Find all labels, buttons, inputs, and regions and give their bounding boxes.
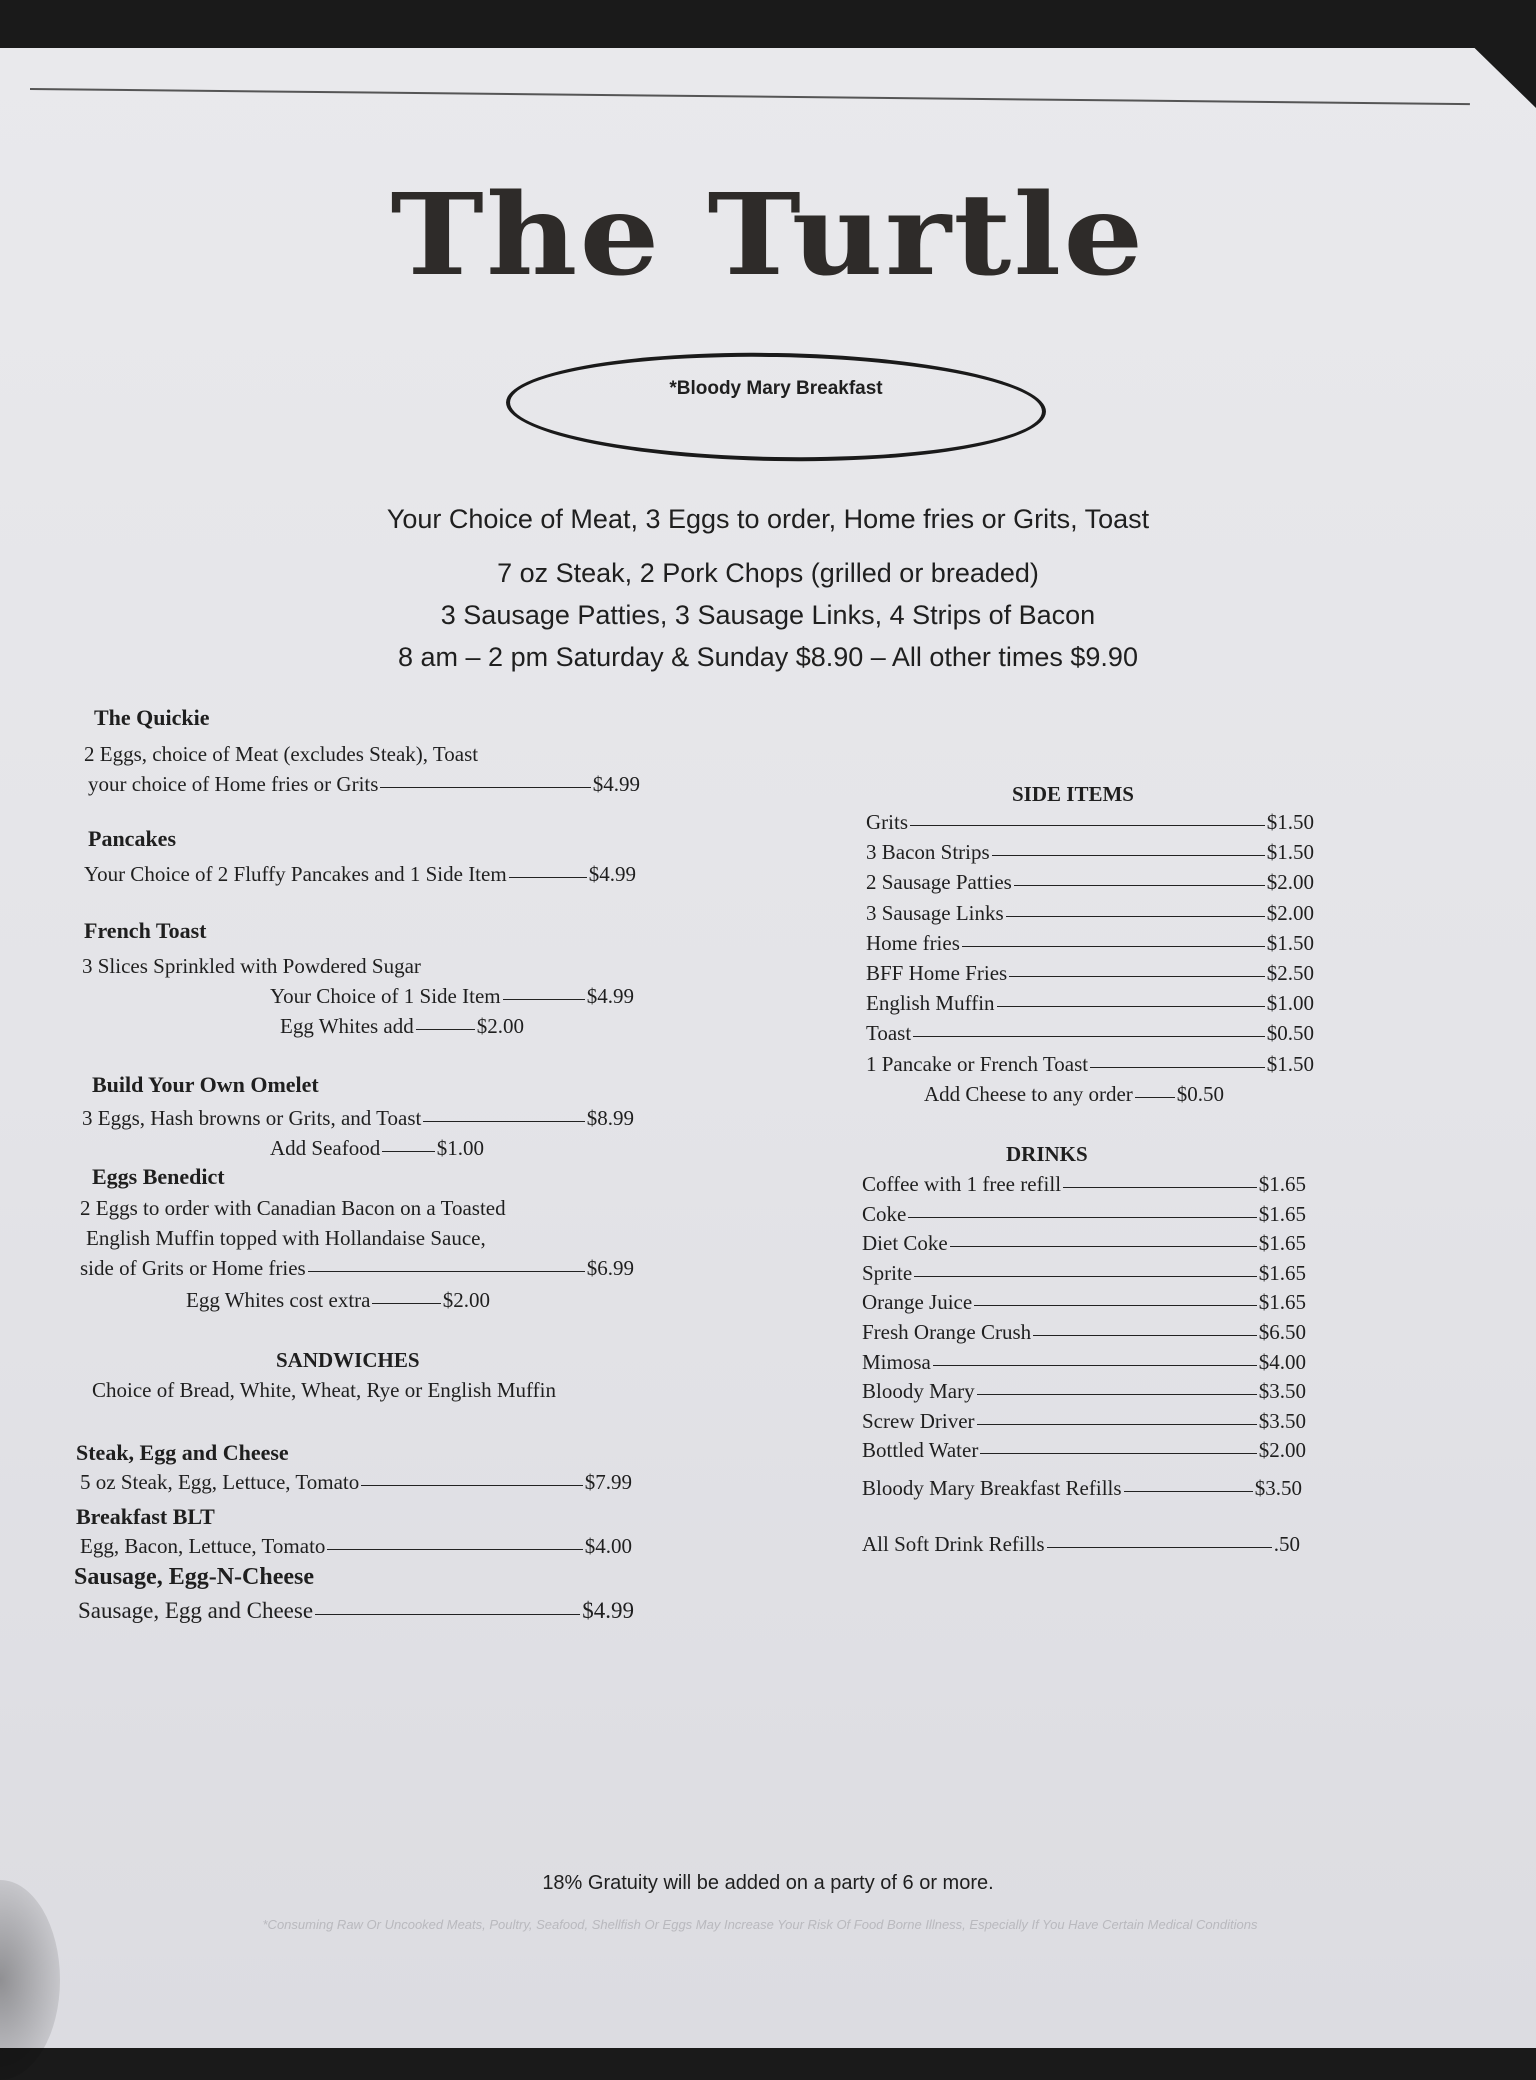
item-desc: Orange Juice <box>862 1290 973 1315</box>
item-desc: Bloody Mary <box>862 1379 975 1404</box>
intro-line: 8 am – 2 pm Saturday & Sunday $8.90 – All other times $9.90 <box>398 642 1138 672</box>
leader-line <box>1014 884 1265 886</box>
leader-line <box>908 1216 1256 1218</box>
menu-paper <box>0 48 1536 2048</box>
priced-line <box>88 772 640 797</box>
item-name-steak-egg: Steak, Egg and Cheese <box>76 1440 289 1465</box>
leader-line <box>423 1120 584 1122</box>
leader-line <box>372 1302 440 1304</box>
leader-line <box>1090 1066 1265 1068</box>
item-desc: Egg, Bacon, Lettuce, Tomato <box>80 1534 326 1558</box>
item-price: $4.99 <box>586 984 634 1008</box>
item-desc: 3 Sausage Links <box>866 900 1004 925</box>
leader-line <box>416 1028 475 1030</box>
item-desc: Bottled Water <box>862 1438 979 1463</box>
leader-line <box>509 876 587 878</box>
leader-line <box>380 786 590 788</box>
item-desc: 3 Bacon Strips <box>866 840 990 865</box>
priced-line <box>80 1470 632 1495</box>
item-name-blt: Breakfast BLT <box>76 1504 215 1529</box>
section-heading-sandwiches: SANDWICHES <box>276 1348 420 1372</box>
item-price: $3.50 <box>1258 1408 1306 1433</box>
intro-line: Your Choice of Meat, 3 Eggs to order, Home fries or Grits, Toast <box>386 504 1150 534</box>
menu-row <box>866 810 1314 835</box>
leader-line <box>974 1304 1257 1306</box>
item-desc: All Soft Drink Refills <box>862 1532 1045 1556</box>
item-desc: English Muffin <box>866 991 995 1016</box>
item-desc: Toast <box>866 1021 912 1046</box>
leader-line <box>913 1035 1265 1037</box>
menu-row <box>862 1261 1306 1286</box>
item-price: $2.00 <box>442 1288 490 1312</box>
section-subheading: Choice of Bread, White, Wheat, Rye or English Muffin <box>92 1378 556 1402</box>
menu-row <box>866 840 1314 865</box>
item-desc: Fresh Orange Crush <box>862 1320 1032 1344</box>
item-desc: Sausage, Egg and Cheese <box>78 1598 314 1623</box>
menu-row <box>862 1172 1306 1197</box>
priced-line <box>84 862 636 887</box>
item-desc: 1 Pancake or French Toast <box>866 1051 1089 1076</box>
item-price: $1.50 <box>1266 930 1314 955</box>
leader-line <box>933 1364 1257 1366</box>
priced-line <box>80 1534 632 1559</box>
menu-row <box>866 901 1314 926</box>
priced-line <box>82 1106 634 1131</box>
item-price: $4.99 <box>592 772 640 796</box>
item-price: $1.65 <box>1258 1172 1306 1196</box>
item-desc: Mimosa <box>862 1349 931 1374</box>
item-price: $4.99 <box>588 862 636 886</box>
item-price: $6.99 <box>586 1256 634 1280</box>
leader-line <box>1135 1096 1175 1098</box>
leader-line <box>382 1150 435 1152</box>
item-price: $7.99 <box>584 1470 632 1494</box>
leader-line <box>997 1005 1265 1007</box>
gratuity-note: 18% Gratuity will be added on a party of 6 or more. <box>542 1872 994 1894</box>
menu-row <box>862 1379 1306 1404</box>
item-price: $1.50 <box>1266 810 1314 834</box>
priced-line <box>862 1532 1300 1557</box>
item-price: $1.65 <box>1258 1260 1306 1285</box>
item-desc: Add Cheese to any order <box>924 1082 1133 1106</box>
leader-line <box>1063 1186 1257 1188</box>
priced-line <box>862 1476 1302 1501</box>
item-price: $4.99 <box>582 1598 634 1623</box>
item-desc: 5 oz Steak, Egg, Lettuce, Tomato <box>80 1470 360 1494</box>
item-price: $4.00 <box>1258 1349 1306 1374</box>
leader-line <box>1033 1334 1257 1336</box>
item-price: $1.65 <box>1258 1231 1306 1256</box>
menu-row <box>862 1409 1306 1434</box>
leader-line <box>308 1270 585 1272</box>
item-price: $1.50 <box>1266 840 1314 865</box>
menu-row <box>862 1202 1306 1227</box>
item-price: $2.00 <box>476 1014 524 1038</box>
item-name-benedict: Eggs Benedict <box>92 1164 225 1189</box>
leader-line <box>914 1275 1257 1277</box>
item-price: $3.50 <box>1258 1379 1306 1404</box>
item-desc: side of Grits or Home fries <box>80 1256 306 1280</box>
leader-line <box>1006 915 1265 917</box>
item-desc: 2 Eggs to order with Canadian Bacon on a Toasted <box>80 1196 506 1220</box>
item-price: $8.99 <box>586 1106 634 1130</box>
item-name-sausage: Sausage, Egg-N-Cheese <box>74 1564 314 1590</box>
item-desc: Egg Whites add <box>280 1014 414 1038</box>
leader-line <box>977 1393 1257 1395</box>
priced-line <box>270 1136 484 1161</box>
leader-line <box>977 1423 1257 1425</box>
intro-line: 3 Sausage Patties, 3 Sausage Links, 4 Strips of Bacon <box>440 600 1096 630</box>
item-price: $6.50 <box>1258 1320 1306 1344</box>
menu-row <box>866 931 1314 956</box>
item-desc: Your Choice of 2 Fluffy Pancakes and 1 Side Item <box>84 862 507 886</box>
menu-row <box>862 1350 1306 1375</box>
item-price: $2.50 <box>1266 961 1314 985</box>
item-price: $1.00 <box>1266 991 1314 1016</box>
item-price: $1.65 <box>1258 1290 1306 1315</box>
priced-line <box>924 1082 1224 1107</box>
item-desc: 3 Slices Sprinkled with Powdered Sugar <box>82 954 421 978</box>
item-desc: Home fries <box>866 930 960 955</box>
item-price: $0.50 <box>1266 1021 1314 1046</box>
item-price: $0.50 <box>1176 1082 1224 1106</box>
item-desc: Coffee with 1 free refill <box>862 1172 1062 1196</box>
menu-row <box>866 961 1314 986</box>
leader-line <box>327 1548 582 1550</box>
item-price: $4.00 <box>584 1534 632 1558</box>
leader-line <box>1124 1490 1253 1492</box>
item-desc: 2 Eggs, choice of Meat (excludes Steak), Toast <box>84 742 479 766</box>
menu-row <box>862 1438 1306 1463</box>
priced-line <box>270 984 634 1009</box>
item-desc: BFF Home Fries <box>866 961 1008 985</box>
item-desc: English Muffin topped with Hollandaise Sauce, <box>86 1226 486 1250</box>
intro-line: 7 oz Steak, 2 Pork Chops (grilled or breaded) <box>497 558 1039 588</box>
priced-line <box>280 1014 524 1039</box>
leader-line <box>1009 975 1265 977</box>
item-desc: Coke <box>862 1201 907 1226</box>
item-desc: 2 Sausage Patties <box>866 870 1012 895</box>
item-desc: Add Seafood <box>270 1136 381 1160</box>
leader-line <box>315 1613 580 1615</box>
menu-row <box>866 1052 1314 1077</box>
item-desc: Egg Whites cost extra <box>186 1288 371 1312</box>
item-name-quickie: The Quickie <box>94 705 210 730</box>
food-safety-disclaimer: *Consuming Raw Or Uncooked Meats, Poultry, Seafood, Shellfish Or Eggs May Increase Your Risk Of Food Borne Illness, Especially If You Have Certain Medical Conditions <box>262 1917 1258 1932</box>
item-desc: Bloody Mary Breakfast Refills <box>862 1476 1122 1500</box>
leader-line <box>980 1452 1256 1454</box>
leader-line <box>503 998 585 1000</box>
menu-row <box>862 1231 1306 1256</box>
item-price: $2.00 <box>1266 870 1314 895</box>
item-price: .50 <box>1273 1532 1300 1556</box>
priced-line <box>80 1256 634 1281</box>
menu-row <box>862 1290 1306 1315</box>
leader-line <box>950 1245 1257 1247</box>
item-price: $2.00 <box>1258 1438 1306 1463</box>
priced-line <box>78 1598 634 1624</box>
item-desc: Sprite <box>862 1260 913 1285</box>
item-name-omelet: Build Your Own Omelet <box>92 1072 319 1097</box>
leader-line <box>1047 1546 1272 1548</box>
item-desc: Screw Driver <box>862 1408 975 1433</box>
item-price: $3.50 <box>1254 1476 1302 1500</box>
restaurant-title: The Turtle <box>390 170 1146 301</box>
leader-line <box>992 854 1265 856</box>
item-name-pancakes: Pancakes <box>88 826 176 851</box>
leader-line <box>361 1484 583 1486</box>
priced-line <box>186 1288 490 1313</box>
section-heading-drinks: DRINKS <box>1006 1142 1088 1166</box>
item-desc: Your Choice of 1 Side Item <box>270 984 501 1008</box>
menu-row <box>862 1320 1306 1345</box>
section-heading-side-items: SIDE ITEMS <box>1012 782 1134 806</box>
special-badge-text: *Bloody Mary Breakfast <box>669 378 883 399</box>
item-desc: your choice of Home fries or Grits <box>88 772 379 796</box>
item-price: $1.00 <box>436 1136 484 1160</box>
menu-row <box>866 870 1314 895</box>
leader-line <box>910 824 1265 826</box>
menu-row <box>866 991 1314 1016</box>
item-price: $2.00 <box>1266 900 1314 925</box>
item-name-french-toast: French Toast <box>84 918 207 943</box>
item-desc: Grits <box>866 810 908 834</box>
leader-line <box>962 945 1265 947</box>
item-price: $1.50 <box>1266 1051 1314 1076</box>
item-desc: Diet Coke <box>862 1231 948 1256</box>
menu-row <box>866 1021 1314 1046</box>
item-desc: 3 Eggs, Hash browns or Grits, and Toast <box>82 1106 422 1130</box>
item-price: $1.65 <box>1258 1201 1306 1226</box>
